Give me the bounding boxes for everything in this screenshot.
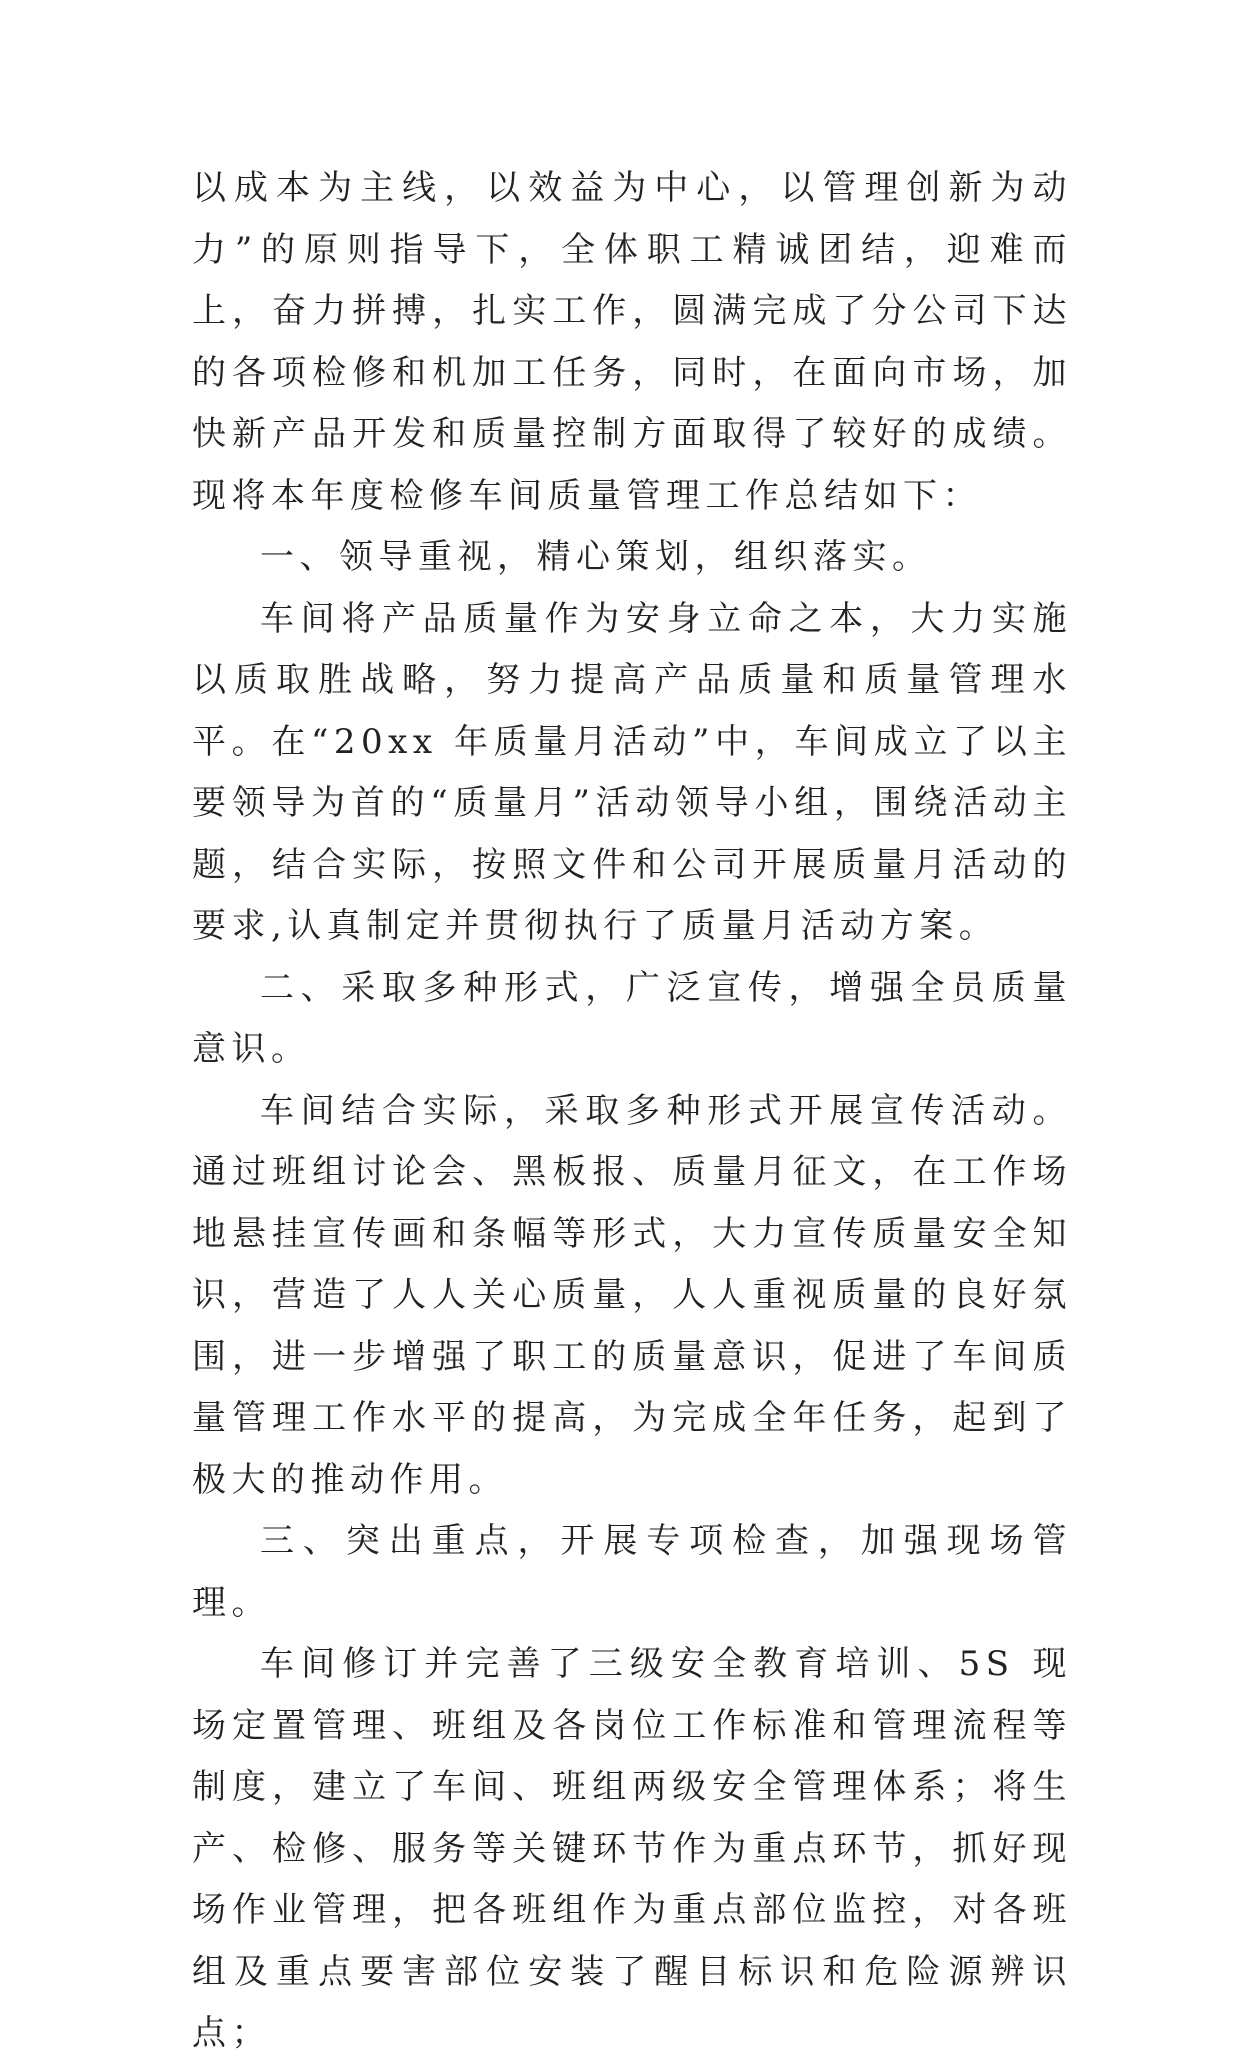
- section-heading-2: 二、采取多种形式，广泛宣传，增强全员质量意识。: [192, 967, 1072, 1069]
- paragraph-intro: 以成本为主线，以效益为中心，以管理创新为动力”的原则指导下，全体职工精诚团结，迎难而上，奋力拼搏，扎实工作，圆满完成了分公司下达的各项检修和机加工任务，同时，在面向市场，加快新产品开发和质量控制方面取得了较好的成绩。现将本年度检修车间质量管理工作总结如下：: [192, 168, 1072, 516]
- paragraph-section-1: 车间将产品质量作为安身立命之本，大力实施以质取胜战略，努力提高产品质量和质量管理水平。在“20xx 年质量月活动”中，车间成立了以主要领导为首的“质量月”活动领导小组，围绕活动主题，结合实际，按照文件和公司开展质量月活动的要求,认真制定并贯彻执行了质量月活动方案。: [192, 598, 1072, 946]
- section-heading-1: 一、领导重视，精心策划，组织落实。: [260, 537, 932, 577]
- section-heading-3: 三、突出重点，开展专项检查，加强现场管理。: [192, 1521, 1072, 1623]
- paragraph-section-3: 车间修订并完善了三级安全教育培训、5S 现场定置管理、班组及各岗位工作标准和管理流程等制度，建立了车间、班组两级安全管理体系；将生产、检修、服务等关键环节作为重点环节，抓好现场作业管理，把各班组作为重点部位监控，对各班组及重点要害部位安装了醒目标识和危险源辨识点；: [192, 1644, 1072, 2053]
- paragraph-section-2: 车间结合实际，采取多种形式开展宣传活动。通过班组讨论会、黑板报、质量月征文，在工作场地悬挂宣传画和条幅等形式，大力宣传质量安全知识，营造了人人关心质量，人人重视质量的良好氛围，进一步增强了职工的质量意识，促进了车间质量管理工作水平的提高，为完成全年任务，起到了极大的推动作用。: [192, 1090, 1072, 1500]
- document-body: [192, 158, 1072, 2065]
